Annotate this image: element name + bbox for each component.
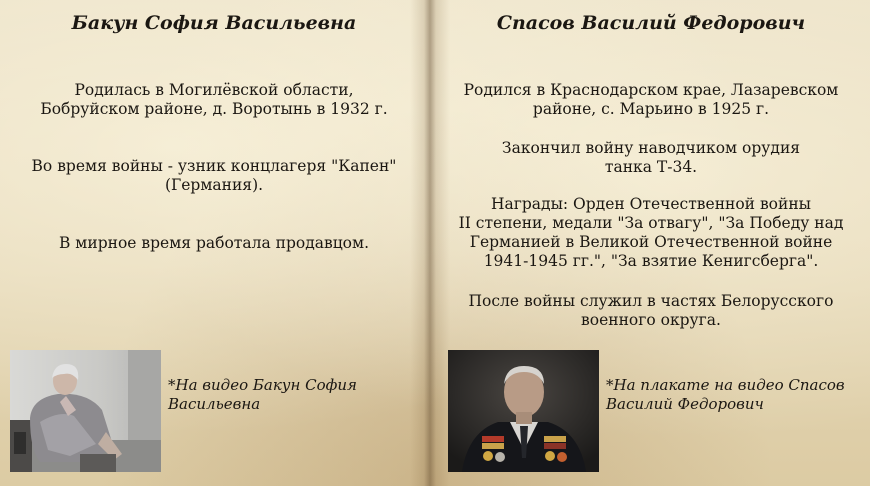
left-birth-paragraph: [0, 81, 428, 119]
left-person-name: Бакун София Васильевна: [71, 12, 357, 34]
veteran-portrait-photo: [448, 350, 599, 472]
text-line: В мирное время работала продавцом.: [58, 234, 369, 252]
left-war-paragraph: [0, 157, 428, 195]
text-line: II степени, медали "За отвагу", "За Победу над: [458, 214, 844, 232]
left-page: [0, 0, 428, 486]
text-line: военного округа.: [581, 311, 721, 329]
left-photo-caption: [168, 376, 357, 414]
caption-line: *На плакате на видео Спасов: [606, 376, 845, 394]
text-line: Закончил войну наводчиком орудия: [501, 139, 801, 157]
right-person-photo: [448, 350, 599, 472]
text-line: Награды: Орден Отечественной войны: [490, 195, 811, 213]
right-page: [432, 0, 870, 486]
text-line: Германией в Великой Отечественной войне: [469, 233, 833, 251]
right-awards-paragraph: [432, 195, 870, 271]
text-line: Родилась в Могилёвской области,: [74, 81, 354, 99]
caption-line: Василий Федорович: [606, 395, 764, 413]
text-line: После войны служил в частях Белорусского: [468, 292, 834, 310]
right-photo-caption: [606, 376, 845, 414]
left-person-photo: [10, 350, 161, 472]
text-line: 1941-1945 гг.", "За взятие Кенигсберга".: [483, 252, 819, 270]
right-war-paragraph: [432, 139, 870, 177]
caption-line: Васильевна: [168, 395, 261, 413]
left-peacetime-paragraph: [0, 234, 428, 253]
text-line: (Германия).: [164, 176, 264, 194]
caption-line: *На видео Бакун София: [168, 376, 357, 394]
right-birth-paragraph: [432, 81, 870, 119]
text-line: районе, с. Марьино в 1925 г.: [532, 100, 770, 118]
right-postwar-paragraph: [432, 292, 870, 330]
text-line: танка Т-34.: [604, 158, 698, 176]
text-line: Во время войны - узник концлагеря "Капен": [31, 157, 397, 175]
right-person-name: Спасов Василий Федорович: [496, 12, 806, 34]
text-line: Бобруйском районе, д. Воротынь в 1932 г.: [40, 100, 388, 118]
woman-seated-photo: [10, 350, 161, 472]
text-line: Родился в Краснодарском крае, Лазаревском: [463, 81, 839, 99]
